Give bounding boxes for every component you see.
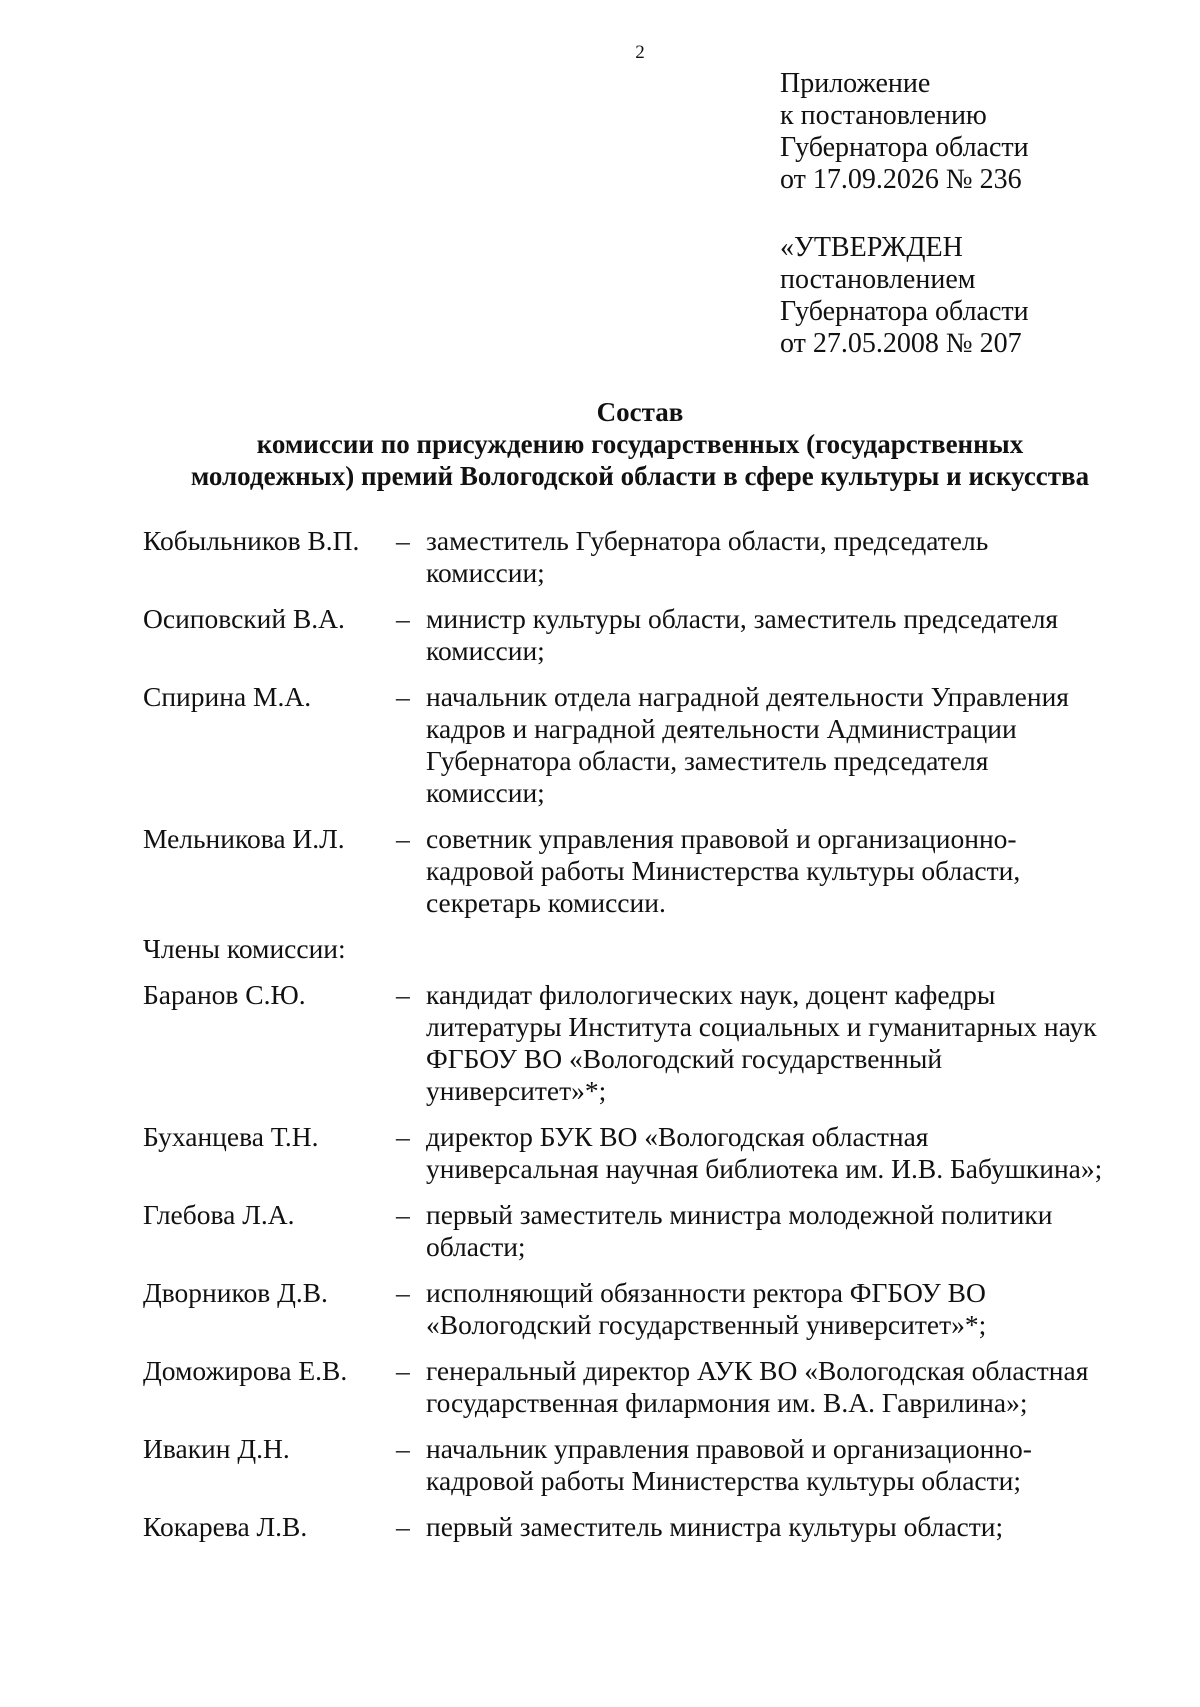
- member-row: [143, 525, 1143, 589]
- member-row: [143, 1511, 1143, 1543]
- member-row: [143, 681, 1143, 809]
- member-name: Баранов С.Ю.: [143, 979, 306, 1010]
- member-description: [426, 823, 1143, 919]
- description-line: первый заместитель министра молодежной политики: [426, 1199, 1053, 1230]
- member-name: Доможирова Е.В.: [143, 1355, 348, 1386]
- approved-block: [780, 232, 1029, 360]
- member-description: [426, 1355, 1143, 1419]
- member-name: Кокарева Л.В.: [143, 1511, 308, 1542]
- document-title: [0, 396, 1200, 492]
- dash-separator: –: [396, 1433, 410, 1464]
- description-line: первый заместитель министра культуры области;: [426, 1511, 1004, 1542]
- member-row: [143, 1355, 1143, 1419]
- member-name: Кобыльников В.П.: [143, 525, 360, 556]
- description-line: советник управления правовой и организационно-: [426, 823, 1017, 854]
- dash-separator: –: [396, 603, 410, 634]
- description-line: литературы Института социальных и гуманитарных наук: [426, 1011, 1097, 1042]
- title-line-3: молодежных) премий Вологодской области в сфере культуры и искусства: [190, 461, 1090, 491]
- description-line: комиссии;: [426, 777, 545, 808]
- member-name: Глебова Л.А.: [143, 1199, 295, 1230]
- member-row: [143, 823, 1143, 919]
- commission-list: [143, 525, 1143, 1557]
- description-line: директор БУК ВО «Вологодская областная: [426, 1121, 929, 1152]
- dash-separator: –: [396, 1121, 410, 1152]
- member-description: [426, 1121, 1143, 1185]
- members-label: Члены комиссии:: [143, 933, 346, 964]
- member-description: [426, 681, 1143, 809]
- description-line: «Вологодский государственный университет»*;: [426, 1309, 987, 1340]
- description-line: универсальная научная библиотека им. И.В. Бабушкина»;: [426, 1153, 1103, 1184]
- member-description: [426, 525, 1143, 589]
- member-name: Буханцева Т.Н.: [143, 1121, 319, 1152]
- approved-line: постановлением: [780, 264, 976, 295]
- page-number: 2: [635, 42, 645, 63]
- approved-line: от 27.05.2008 № 207: [780, 328, 1022, 359]
- member-name: Мельникова И.Л.: [143, 823, 345, 854]
- title-line-2: комиссии по присуждению государственных (государственных: [256, 429, 1024, 459]
- member-row: [143, 1277, 1143, 1341]
- dash-separator: –: [396, 823, 410, 854]
- appendix-line: Губернатора области: [780, 132, 1029, 163]
- member-row: [143, 1199, 1143, 1263]
- approved-line: «УТВЕРЖДЕН: [780, 232, 963, 263]
- member-row: [143, 603, 1143, 667]
- description-line: генеральный директор АУК ВО «Вологодская областная: [426, 1355, 1089, 1386]
- description-line: исполняющий обязанности ректора ФГБОУ ВО: [426, 1277, 986, 1308]
- description-line: кандидат филологических наук, доцент кафедры: [426, 979, 996, 1010]
- dash-separator: –: [396, 1199, 410, 1230]
- leaders-list: [143, 525, 1143, 919]
- approved-line: Губернатора области: [780, 296, 1029, 327]
- appendix-line: от 17.09.2026 № 236: [780, 164, 1022, 195]
- dash-separator: –: [396, 681, 410, 712]
- description-line: кадровой работы Министерства культуры области;: [426, 1465, 1021, 1496]
- member-description: [426, 979, 1143, 1107]
- dash-separator: –: [396, 525, 410, 556]
- description-line: кадровой работы Министерства культуры области,: [426, 855, 1021, 886]
- member-description: [426, 1277, 1143, 1341]
- description-line: кадров и наградной деятельности Администрации: [426, 713, 1017, 744]
- description-line: государственная филармония им. В.А. Гаврилина»;: [426, 1387, 1028, 1418]
- description-line: области;: [426, 1231, 526, 1262]
- member-name: Дворников Д.В.: [143, 1277, 328, 1308]
- dash-separator: –: [396, 1355, 410, 1386]
- description-line: начальник управления правовой и организационно-: [426, 1433, 1032, 1464]
- member-description: [426, 603, 1143, 667]
- member-row: [143, 1433, 1143, 1497]
- member-description: [426, 1433, 1143, 1497]
- description-line: заместитель Губернатора области, председатель: [426, 525, 989, 556]
- description-line: Губернатора области, заместитель председателя: [426, 745, 989, 776]
- member-row: [143, 979, 1143, 1107]
- appendix-line: Приложение: [780, 68, 931, 99]
- description-line: министр культуры области, заместитель председателя: [426, 603, 1059, 634]
- appendix-line: к постановлению: [780, 100, 987, 131]
- appendix-block: [780, 68, 1029, 196]
- member-description: [426, 1199, 1143, 1263]
- description-line: начальник отдела наградной деятельности Управления: [426, 681, 1069, 712]
- description-line: ФГБОУ ВО «Вологодский государственный: [426, 1043, 943, 1074]
- dash-separator: –: [396, 1511, 410, 1542]
- description-line: секретарь комиссии.: [426, 887, 666, 918]
- member-name: Осиповский В.А.: [143, 603, 345, 634]
- description-line: комиссии;: [426, 635, 545, 666]
- member-row: [143, 1121, 1143, 1185]
- title-line-1: Состав: [596, 397, 684, 427]
- member-name: Ивакин Д.Н.: [143, 1433, 290, 1464]
- member-name: Спирина М.А.: [143, 681, 312, 712]
- members-list: [143, 979, 1143, 1543]
- member-description: [426, 1511, 1143, 1543]
- description-line: комиссии;: [426, 557, 545, 588]
- description-line: университет»*;: [426, 1075, 607, 1106]
- dash-separator: –: [396, 979, 410, 1010]
- dash-separator: –: [396, 1277, 410, 1308]
